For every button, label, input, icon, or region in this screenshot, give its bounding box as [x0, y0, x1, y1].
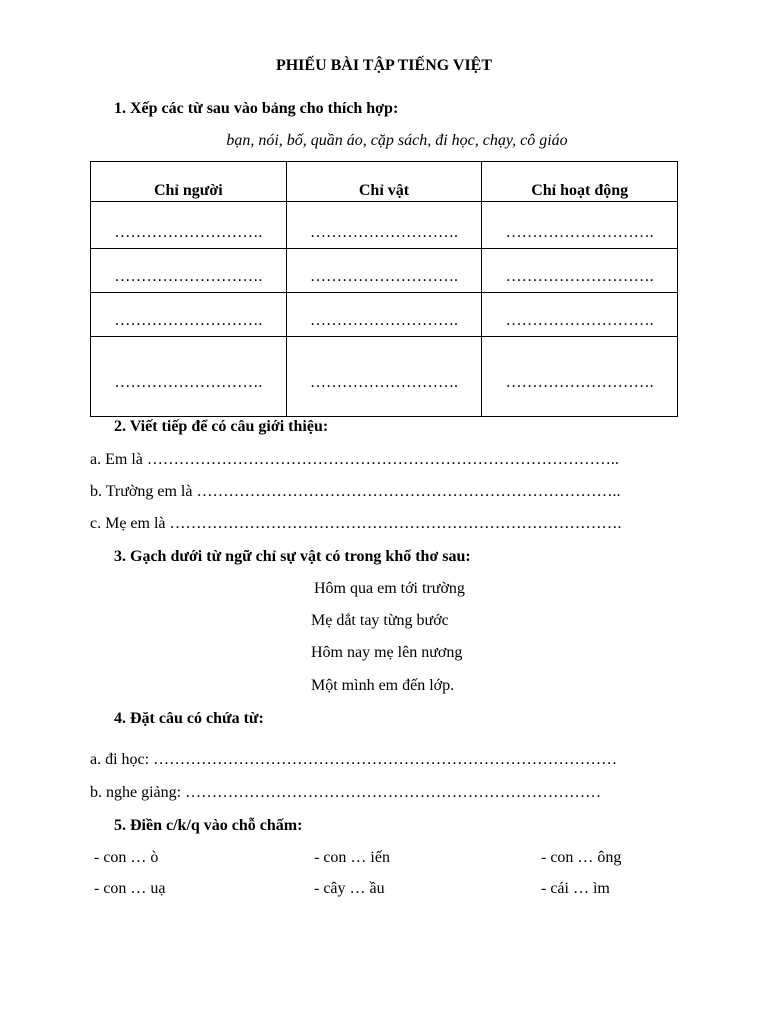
sentence-line-a[interactable]: a. đi học: ……………………………………………………………………………: [90, 751, 618, 768]
table-cell-blank[interactable]: ……………………….: [91, 202, 287, 249]
table-cell-blank[interactable]: ……………………….: [482, 249, 678, 293]
poem-line: Hôm qua em tới trường: [314, 580, 465, 597]
table-row: [91, 202, 678, 249]
table-cell-blank[interactable]: ……………………….: [91, 249, 287, 293]
poem-line: Mẹ dắt tay từng bước: [311, 612, 449, 629]
classification-table: [90, 161, 678, 417]
column-header-people: Chỉ người: [91, 162, 287, 202]
answer-line-c[interactable]: c. Mẹ em là ………………………………………………………………………….: [90, 515, 622, 532]
question-1-heading: 1. Xếp các từ sau vào bảng cho thích hợp:: [114, 100, 399, 117]
table-cell-blank[interactable]: ……………………….: [482, 293, 678, 337]
question-5-heading: 5. Điền c/k/q vào chỗ chấm:: [114, 817, 303, 834]
poem-line: Một mình em đến lớp.: [311, 677, 455, 694]
sentence-line-b[interactable]: b. nghe giảng: ……………………………………………………………………: [90, 784, 602, 801]
table-row: [91, 337, 678, 417]
answer-line-b[interactable]: b. Trường em là ……………………………………………………………………..: [90, 483, 621, 500]
column-header-activities: Chỉ hoạt động: [482, 162, 678, 202]
table-cell-blank[interactable]: ……………………….: [482, 337, 678, 417]
fill-item[interactable]: - con … uạ: [94, 880, 166, 897]
answer-line-a[interactable]: a. Em là ……………………………………………………………………………..: [90, 451, 619, 468]
poem-line: Hôm nay mẹ lên nương: [311, 644, 463, 661]
table-cell-blank[interactable]: ……………………….: [91, 337, 287, 417]
table-cell-blank[interactable]: ……………………….: [91, 293, 287, 337]
fill-item[interactable]: - con … ông: [541, 849, 622, 866]
column-header-things: Chỉ vật: [286, 162, 482, 202]
table-cell-blank[interactable]: ……………………….: [286, 337, 482, 417]
question-4-heading: 4. Đặt câu có chứa từ:: [114, 710, 264, 727]
word-list: bạn, nói, bố, quần áo, cặp sách, đi học, chạy, cô giáo: [226, 132, 568, 149]
fill-item[interactable]: - con … ò: [94, 849, 159, 866]
fill-item[interactable]: - cây … ầu: [314, 880, 385, 897]
worksheet-title: PHIẾU BÀI TẬP TIẾNG VIỆT: [275, 57, 493, 74]
table-cell-blank[interactable]: ……………………….: [482, 202, 678, 249]
table-cell-blank[interactable]: ……………………….: [286, 202, 482, 249]
table-cell-blank[interactable]: ……………………….: [286, 249, 482, 293]
question-2-heading: 2. Viết tiếp để có câu giới thiệu:: [114, 418, 329, 435]
fill-item[interactable]: - cái … ìm: [541, 880, 610, 897]
question-3-heading: 3. Gạch dưới từ ngữ chỉ sự vật có trong khổ thơ sau:: [114, 548, 471, 565]
fill-item[interactable]: - con … iến: [314, 849, 390, 866]
table-row: [91, 249, 678, 293]
table-cell-blank[interactable]: ……………………….: [286, 293, 482, 337]
table-row: [91, 293, 678, 337]
